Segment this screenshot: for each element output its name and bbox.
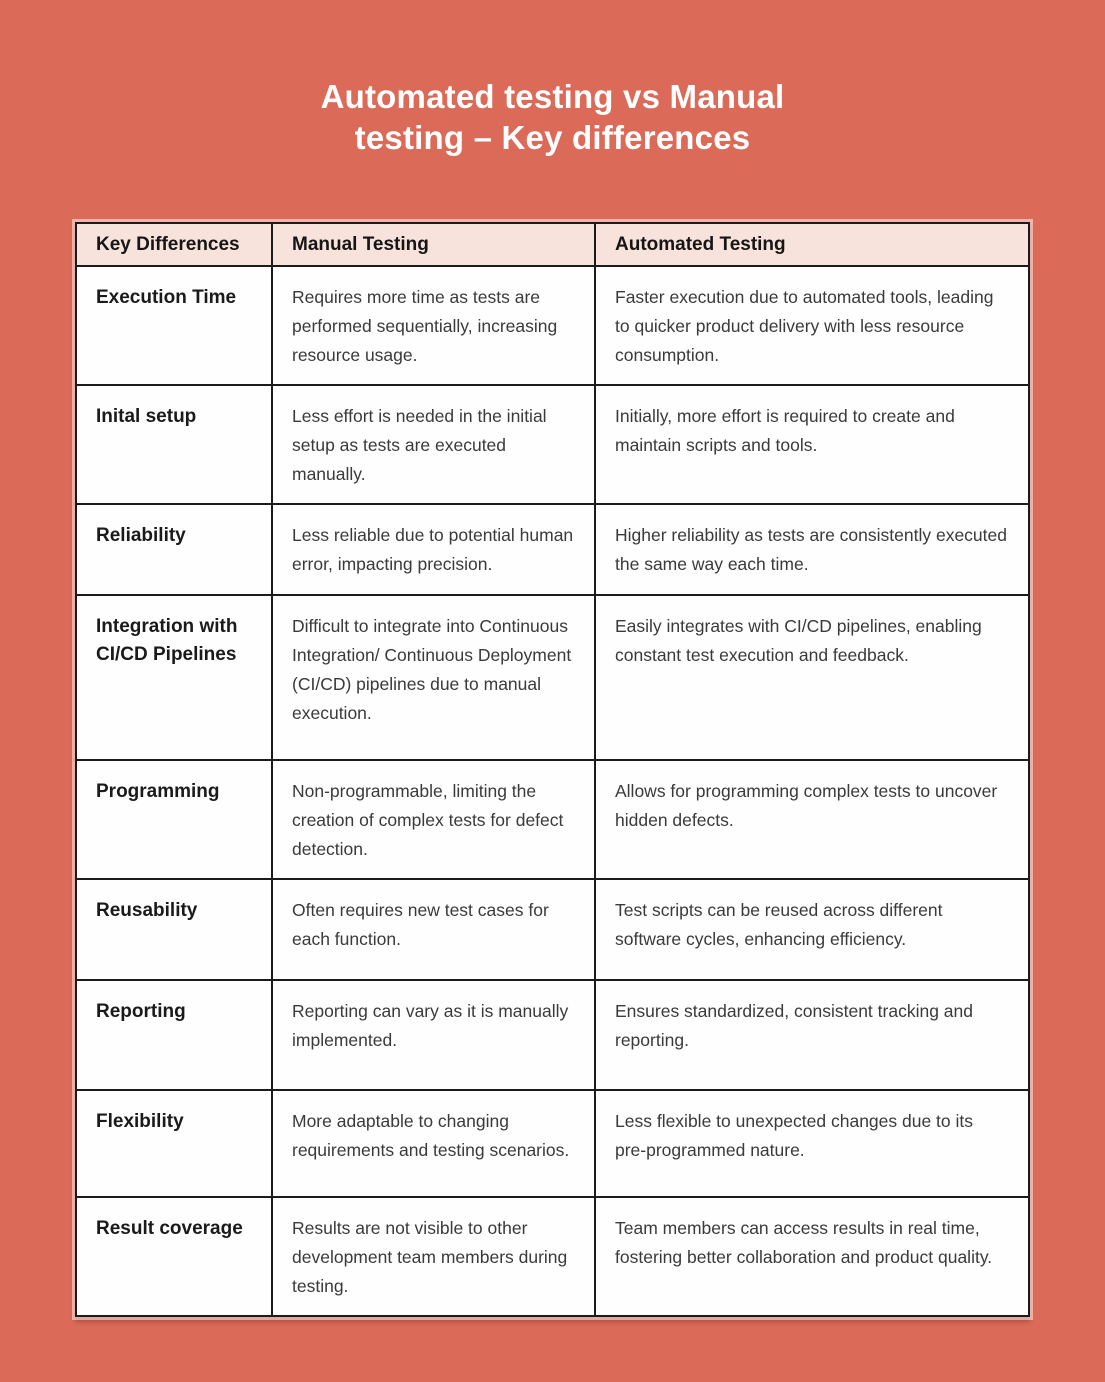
row-key-label: Reliability [77,505,273,594]
column-header-key-differences: Key Differences [77,224,273,265]
row-key-label: Integration with CI/CD Pipelines [77,596,273,759]
automated-testing-cell: Ensures standardized, consistent tracking and reporting. [615,1001,973,1050]
column-header-manual-testing: Manual Testing [273,224,596,265]
manual-testing-cell: Less reliable due to potential human error, impacting precision. [273,505,596,594]
row-key-label: Execution Time [77,267,273,384]
table-row-programming [77,761,1028,880]
table-row-cicd-integration [77,596,1028,761]
row-key-label: Reusability [77,880,273,979]
automated-testing-cell: Initially, more effort is required to create and maintain scripts and tools. [615,406,955,455]
automated-testing-cell: Less flexible to unexpected changes due to its pre-programmed nature. [615,1111,974,1160]
row-key-label: Programming [77,761,273,878]
manual-testing-cell: Difficult to integrate into Continuous Integration/ Continuous Deployment (CI/CD) pipelines due to manual execution. [273,596,596,759]
table-row-execution-time [77,267,1028,386]
page-title-line-1: Automated testing vs Manual [320,78,785,115]
table-row-result-coverage [77,1198,1028,1315]
column-header-automated-testing: Automated Testing [596,224,1028,265]
page-title [0,76,1105,158]
automated-testing-cell: Faster execution due to automated tools, leading to quicker product delivery with less resource consumption. [615,287,994,365]
automated-testing-cell: Higher reliability as tests are consistently executed the same way each time. [615,525,1007,574]
row-key-label: Result coverage [77,1198,273,1315]
automated-testing-cell: Test scripts can be reused across different software cycles, enhancing efficiency. [615,900,943,949]
row-key-label: Reporting [77,981,273,1089]
manual-testing-cell: Less effort is needed in the initial setup as tests are executed manually. [273,386,596,503]
automated-testing-cell: Allows for programming complex tests to uncover hidden defects. [615,781,998,830]
manual-testing-cell: Non-programmable, limiting the creation of complex tests for defect detection. [273,761,596,878]
table-row-reliability [77,505,1028,596]
automated-testing-cell: Team members can access results in real time, fostering better collaboration and product quality. [615,1218,993,1267]
row-key-label: Flexibility [77,1091,273,1196]
row-key-label: Inital setup [77,386,273,503]
manual-testing-cell: Reporting can vary as it is manually implemented. [273,981,596,1089]
automated-testing-cell: Easily integrates with CI/CD pipelines, enabling constant test execution and feedback. [615,616,982,665]
manual-testing-cell: Results are not visible to other development team members during testing. [273,1198,596,1315]
manual-testing-cell: More adaptable to changing requirements and testing scenarios. [273,1091,596,1196]
table-row-reusability [77,880,1028,981]
comparison-table [75,222,1030,1317]
table-row-flexibility [77,1091,1028,1198]
table-row-reporting [77,981,1028,1091]
table-header-row [77,224,1028,267]
page-title-line-2: testing – Key differences [354,119,751,156]
table-row-inital-setup [77,386,1028,505]
manual-testing-cell: Requires more time as tests are performed sequentially, increasing resource usage. [273,267,596,384]
manual-testing-cell: Often requires new test cases for each function. [273,880,596,979]
